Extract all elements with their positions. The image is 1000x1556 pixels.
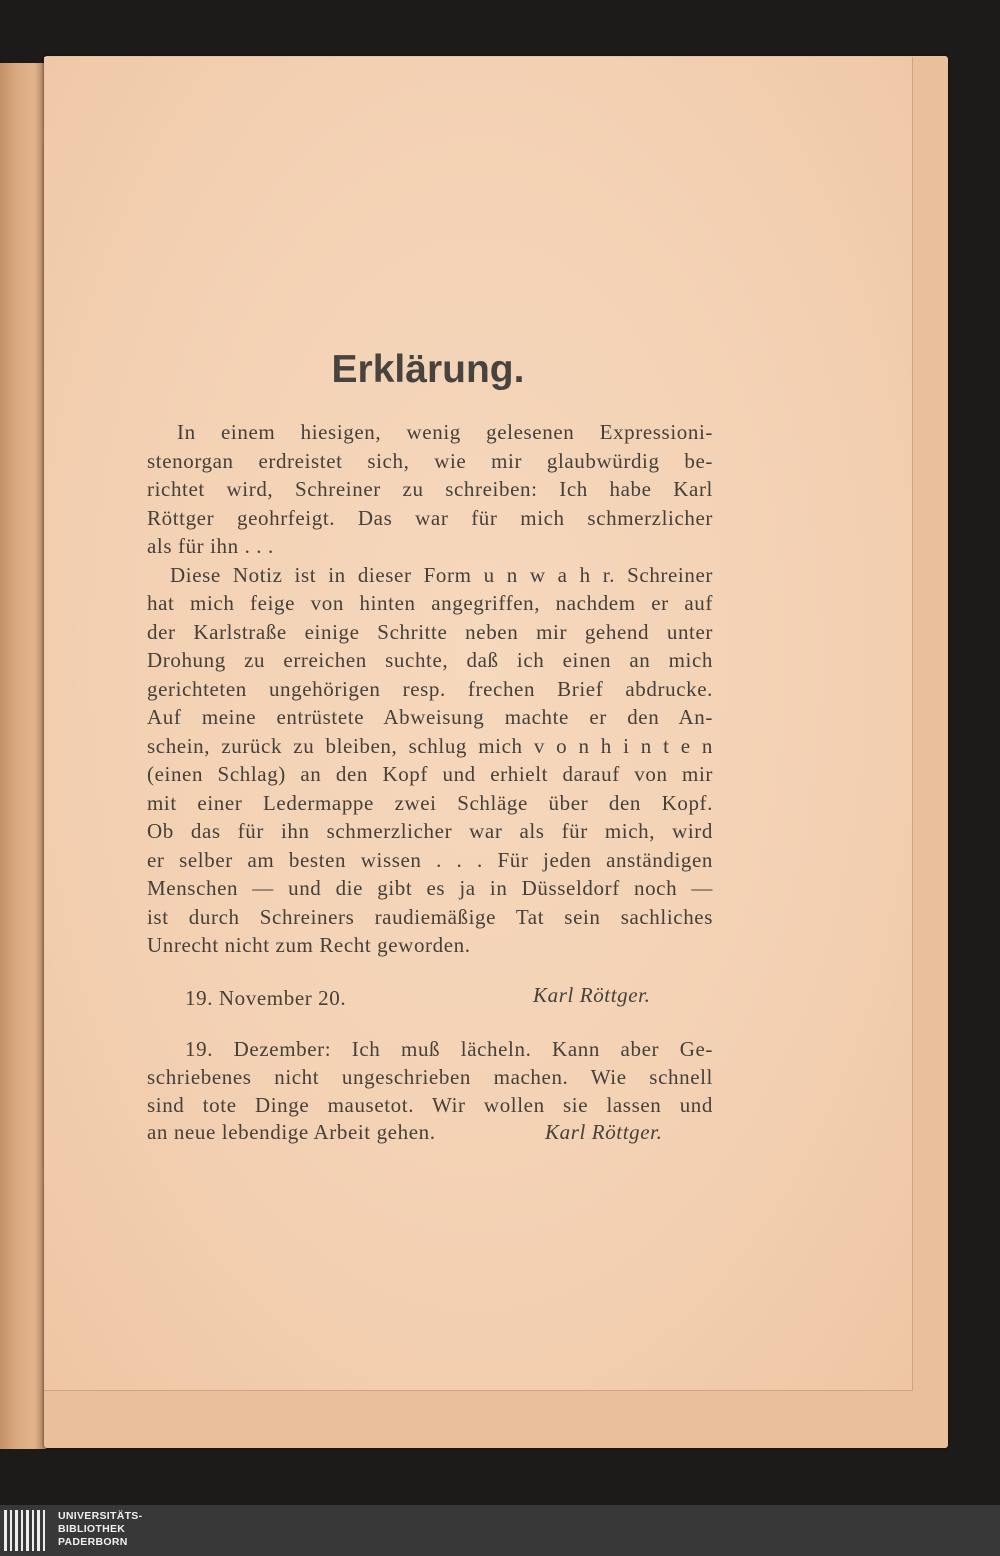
text-line: schriebenes nicht ungeschrieben machen. Wie schnell [147, 1064, 713, 1089]
library-logo-icon [0, 1505, 50, 1556]
page-title: Erklärung. [331, 348, 525, 391]
signature: Karl Röttger. [545, 1120, 663, 1145]
text-line: richtet wird, Schreiner zu schreiben: Ich habe Karl [147, 477, 713, 501]
text-line: ist durch Schreiners raudiemäßige Tat sein sachliches [147, 904, 713, 929]
text-line: sind tote Dinge mausetot. Wir wollen sie lassen und [147, 1092, 713, 1117]
paragraph [147, 1036, 713, 1147]
text-line: 19. Dezember: Ich muß lächeln. Kann aber Ge- [185, 1037, 713, 1061]
text-line: Röttger geohrfeigt. Das war für mich schmerzlicher [147, 505, 713, 530]
text-line: als für ihn . . . [147, 534, 274, 558]
text-line: an neue lebendige Arbeit gehen. [147, 1120, 436, 1145]
text-line: Auf meine entrüstete Abweisung machte er den An- [147, 705, 713, 729]
library-logo-text [58, 1510, 142, 1549]
logo-text-line: UNIVERSITÄTS- [58, 1510, 143, 1522]
logo-text-line: BIBLIOTHEK [58, 1523, 126, 1535]
text-line: stenorgan erdreistet sich, wie mir glaubwürdig be- [147, 448, 713, 473]
text-line: Ob das für ihn schmerzlicher war als für mich, wird [147, 819, 713, 843]
text-line: schein, zurück zu bleiben, schlug mich v o n h i n t e n [147, 733, 713, 758]
dateline-date: 19. November 20. [185, 986, 347, 1010]
text-line: Diese Notiz ist in dieser Form u n w a h r. Schreiner [170, 562, 713, 587]
text-line: Menschen — und die gibt es ja in Düsseldorf noch — [147, 876, 713, 900]
footer-bar [0, 1505, 1000, 1556]
text-line: der Karlstraße einige Schritte neben mir gehend unter [147, 619, 713, 644]
text-line-with-signature [147, 1119, 713, 1147]
text-line: Drohung zu erreichen suchte, daß ich einen an mich [147, 648, 713, 672]
text-line: gerichteten ungehörigen resp. frechen Brief abdrucke. [147, 676, 713, 701]
text-line: er selber am besten wissen . . . Für jeden anständigen [147, 847, 713, 872]
logo-text-line: PADERBORN [58, 1536, 128, 1548]
text-line: hat mich feige von hinten angegriffen, nachdem er auf [147, 591, 713, 615]
left-page-edge [0, 63, 46, 1449]
paragraph [147, 418, 713, 561]
text-line: Unrecht nicht zum Recht geworden. [147, 933, 471, 957]
signature: Karl Röttger. [533, 983, 651, 1007]
text-line: (einen Schlag) an den Kopf und erhielt darauf von mir [147, 762, 713, 786]
text-line: In einem hiesigen, wenig gelesenen Expressioni- [177, 420, 713, 444]
text-line: mit einer Ledermappe zwei Schläge über den Kopf. [147, 790, 713, 815]
paragraph [147, 561, 713, 960]
